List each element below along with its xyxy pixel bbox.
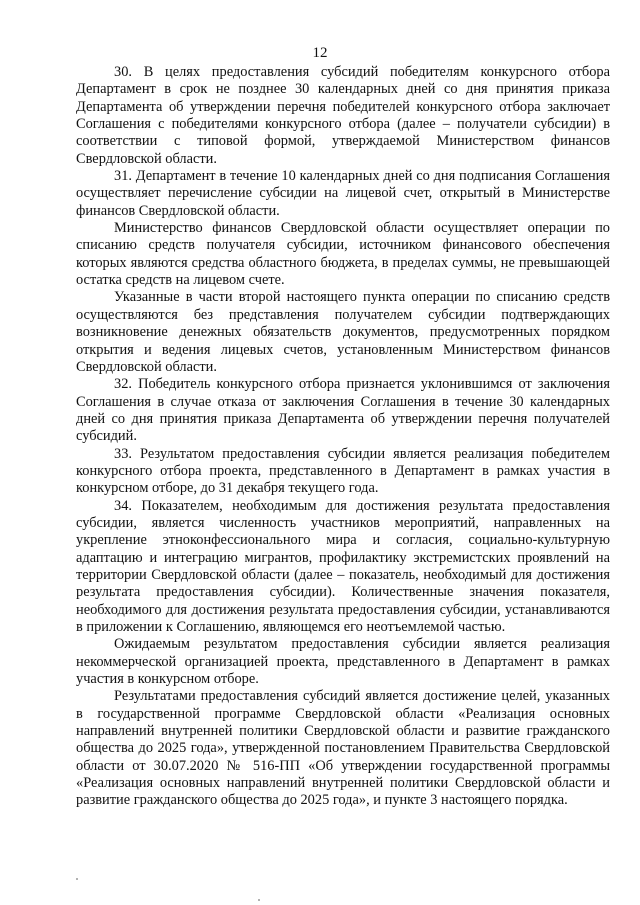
paragraph-34: 34. Показателем, необходимым для достижения результата предоставления субсидии, является численность участников мероприятий, направленных на укрепление этноконфессионального мира и согласия, социально-культурную адаптацию и интеграцию мигрантов, профилактику экстремистских проявлений на территории Свердловской области (далее – показатель, необходимый для достижения результата предоставления субсидии). Количественные значения показателя, необходимого для достижения результата предоставления субсидии, устанавливаются в приложении к Соглашению, являющемся его неотъемлемой частью.: [76, 497, 610, 635]
paragraph-30: 30. В целях предоставления субсидий победителям конкурсного отбора Департамент в срок не позднее 30 календарных дней со дня принятия приказа Департамента об утверждении перечня победителей конкурсного отбора заключает Соглашения с победителями конкурсного отбора (далее – получатели субсидии) в соответствии с типовой формой, утверждаемой Министерством финансов Свердловской области.: [76, 64, 610, 167]
scan-speck: [258, 899, 260, 901]
paragraph-31: 31. Департамент в течение 10 календарных дней со дня подписания Соглашения осуществляет перечисление субсидии на лицевой счет, открытый в Министерстве финансов Свердловской области.: [76, 168, 610, 219]
paragraph-results-goals: Результатами предоставления субсидий является достижение целей, указанных в государственной программе Свердловской области «Реализация основных направлений внутренней политики Свердловской области и развитие гражданского общества до 2025 года», утвержденной постановлением Правительства Свердловской области от 30.07.2020 № 516-ПП «Об утверждении государственной программы «Реализация основных направлений внутренней политики Свердловской области и развитие гражданского общества до 2025 года», и пункте 3 настоящего порядка.: [76, 688, 610, 809]
paragraph-32: 32. Победитель конкурсного отбора признается уклонившимся от заключения Соглашения в случае отказа от заключения Соглашения в течение 30 календарных дней со дня принятия приказа Департамента об утверждении перечня получателей субсидий.: [76, 376, 610, 445]
paragraph-expected-result: Ожидаемым результатом предоставления субсидии является реализация некоммерческой организацией проекта, представленного в Департамент в рамках участия в конкурсном отборе.: [76, 636, 610, 688]
page-number: 12: [312, 45, 328, 61]
scan-speck: [76, 878, 78, 880]
paragraph-31-write-off: Указанные в части второй настоящего пункта операции по списанию средств осуществляются без представления получателем субсидии подтверждающих возникновение денежных обязательств документов, предусмотренных порядком открытия и ведения лицевых счетов, установленным Министерством финансов Свердловской области.: [76, 289, 610, 375]
paragraph-33: 33. Результатом предоставления субсидии является реализация победителем конкурсного отбора проекта, представленного в Департамент в рамках участия в конкурсном отборе, до 31 декабря текущего года.: [76, 445, 610, 497]
document-body: [76, 64, 610, 810]
paragraph-31-operations: Министерство финансов Свердловской области осуществляет операции по списанию средств получателя субсидии, источником финансового обеспечения которых являются средства областного бюджета, в пределах суммы, не превышающей остатка средств на лицевом счете.: [76, 220, 610, 289]
